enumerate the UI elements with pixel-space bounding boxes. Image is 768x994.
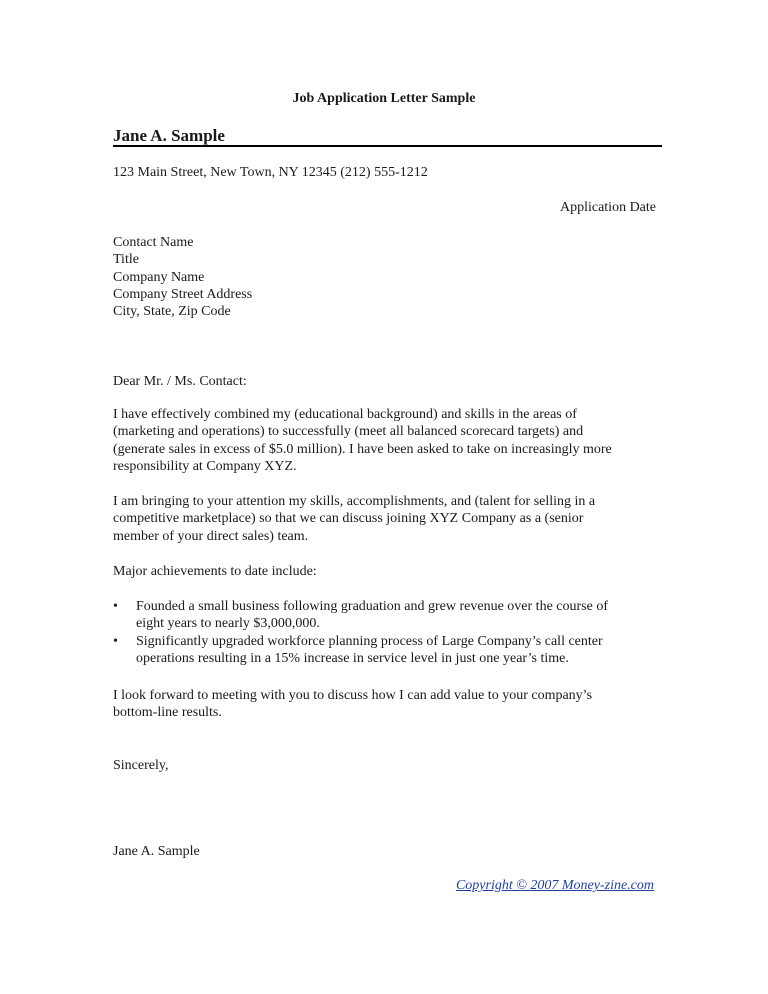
achievements-list	[113, 598, 658, 667]
list-item	[113, 633, 658, 668]
paragraph-line: member of your direct sales) team.	[113, 528, 309, 544]
closing: Sincerely,	[113, 758, 169, 773]
list-item-line: • Founded a small business following graduation and grew revenue over the course of	[136, 599, 608, 614]
paragraph-line: I am bringing to your attention my skills, accomplishments, and (talent for selling in a	[113, 494, 596, 509]
paragraph-line: (marketing and operations) to successfully (meet all balanced scorecard targets) and	[113, 424, 584, 440]
achievements-intro: Major achievements to date include:	[113, 564, 317, 579]
list-item-line: operations resulting in a 15% increase in service level in just one year’s time.	[136, 650, 569, 666]
recipient-address	[113, 234, 658, 320]
list-item	[113, 598, 658, 633]
recipient-street: Company Street Address	[113, 286, 253, 302]
paragraph-line: responsibility at Company XYZ.	[113, 458, 297, 474]
body-paragraph-1	[113, 406, 658, 475]
paragraph-line: (generate sales in excess of $5.0 million). I have been asked to take on increasingly more	[113, 441, 612, 457]
salutation: Dear Mr. / Ms. Contact:	[113, 374, 247, 389]
signature-name: Jane A. Sample	[113, 844, 200, 859]
header-rule	[113, 145, 662, 147]
paragraph-line: I look forward to meeting with you to discuss how I can add value to your company’s	[113, 688, 593, 703]
document-title: Job Application Letter Sample	[292, 91, 476, 106]
copyright-link[interactable]: Copyright © 2007 Money-zine.com	[455, 878, 654, 893]
body-paragraph-4	[113, 687, 658, 722]
sender-name: Jane A. Sample	[113, 126, 225, 145]
recipient-contact-name: Contact Name	[113, 235, 194, 250]
body-paragraph-2	[113, 493, 658, 545]
recipient-city: City, State, Zip Code	[113, 304, 231, 320]
recipient-title: Title	[113, 252, 139, 268]
list-item-line: eight years to nearly $3,000,000.	[136, 616, 320, 632]
paragraph-line: bottom-line results.	[113, 705, 222, 721]
recipient-company: Company Name	[113, 269, 205, 285]
paragraph-line: I have effectively combined my (educational background) and skills in the areas of	[113, 407, 577, 422]
list-item-line: • Significantly upgraded workforce planning process of Large Company’s call center	[136, 633, 603, 649]
sender-contact-line: 123 Main Street, New Town, NY 12345 (212) 555-1212	[113, 165, 428, 180]
letter-date: Application Date	[559, 200, 656, 215]
paragraph-line: competitive marketplace) so that we can discuss joining XYZ Company as a (senior	[113, 511, 584, 527]
